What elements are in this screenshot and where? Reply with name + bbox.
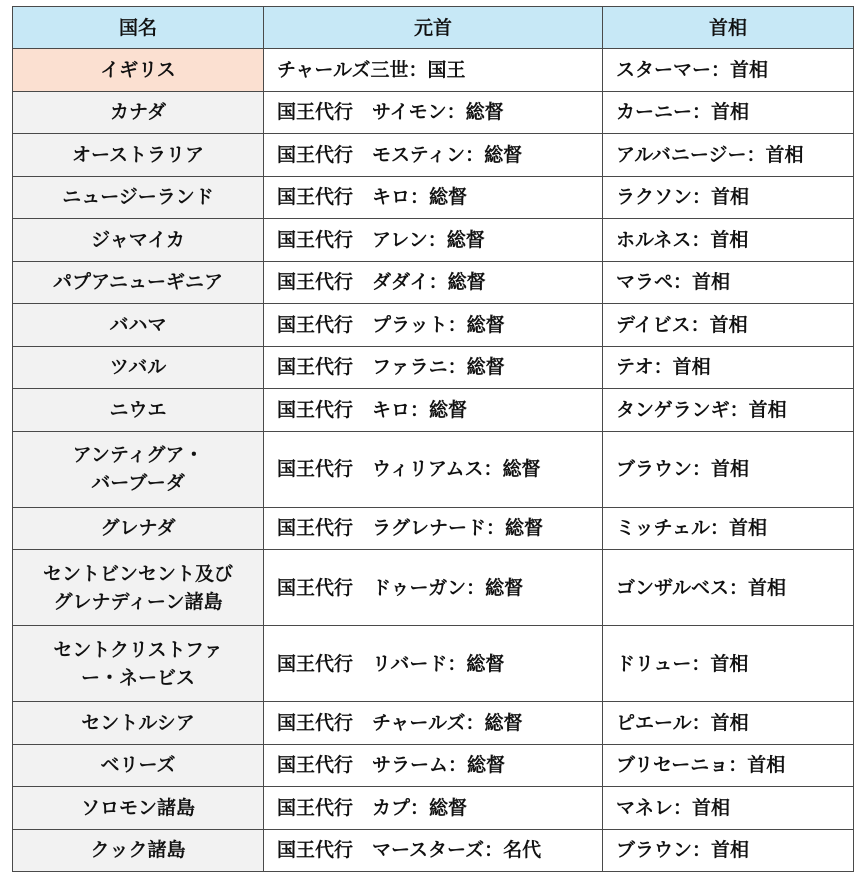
- prime-minister-cell: ゴンザルベス：首相: [603, 550, 854, 626]
- country-cell: [13, 829, 264, 872]
- prime-minister-cell: カーニー：首相: [603, 91, 854, 134]
- table-row: [13, 219, 854, 262]
- table-row: [13, 91, 854, 134]
- country-name: ニュージーランド: [62, 186, 214, 209]
- prime-minister-cell: スターマー：首相: [603, 49, 854, 92]
- country-name: ソロモン諸島: [80, 796, 195, 819]
- head-of-state-cell: 国王代行 カプ：総督: [264, 787, 603, 830]
- prime-minister-cell: マネレ：首相: [603, 787, 854, 830]
- prime-minister-cell: タンゲランギ：首相: [603, 389, 854, 432]
- head-of-state-cell: 国王代行 サイモン：総督: [264, 91, 603, 134]
- country-name: クック諸島: [90, 839, 186, 862]
- country-cell: [13, 744, 264, 787]
- prime-minister-cell: ブリセーニョ：首相: [603, 744, 854, 787]
- table-row: [13, 787, 854, 830]
- table-header: [13, 7, 854, 49]
- head-of-state-cell: 国王代行 ダダイ：総督: [264, 261, 603, 304]
- country-name: パプアニューギニア: [52, 271, 224, 294]
- table-body: [13, 49, 854, 872]
- table-row: [13, 829, 854, 872]
- head-of-state-cell: 国王代行 プラット：総督: [264, 304, 603, 347]
- head-of-state-cell: 国王代行 ドゥーガン：総督: [264, 550, 603, 626]
- country-name: セントビンセント及び: [42, 562, 233, 585]
- prime-minister-cell: ラクソン：首相: [603, 176, 854, 219]
- head-of-state-cell: 国王代行 マースターズ：名代: [264, 829, 603, 872]
- table-row: [13, 507, 854, 550]
- country-name: セントクリストファ: [53, 638, 223, 661]
- head-of-state-cell: 国王代行 チャールズ：総督: [264, 702, 603, 745]
- country-cell: [13, 626, 264, 702]
- country-cell: [13, 304, 264, 347]
- country-name: ベリーズ: [100, 754, 176, 777]
- prime-minister-cell: アルバニージー：首相: [603, 134, 854, 177]
- table-row: [13, 346, 854, 389]
- heads-of-state-table: [12, 6, 854, 872]
- country-name: グレナディーン諸島: [53, 590, 223, 613]
- prime-minister-cell: マラペ：首相: [603, 261, 854, 304]
- head-of-state-cell: 国王代行 サラーム：総督: [264, 744, 603, 787]
- head-of-state-cell: 国王代行 キロ：総督: [264, 176, 603, 219]
- table-row: [13, 431, 854, 507]
- head-of-state-cell: 国王代行 キロ：総督: [264, 389, 603, 432]
- prime-minister-cell: ドリュー：首相: [603, 626, 854, 702]
- table-row: [13, 389, 854, 432]
- head-of-state-cell: 国王代行 リバード：総督: [264, 626, 603, 702]
- country-cell: [13, 507, 264, 550]
- prime-minister-cell: ブラウン：首相: [603, 829, 854, 872]
- table-row: [13, 49, 854, 92]
- country-cell: [13, 219, 264, 262]
- country-cell: [13, 134, 264, 177]
- head-of-state-cell: 国王代行 モスティン：総督: [264, 134, 603, 177]
- head-of-state-cell: 国王代行 アレン：総督: [264, 219, 603, 262]
- head-of-state-cell: 国王代行 ウィリアムス：総督: [264, 431, 603, 507]
- country-cell: [13, 176, 264, 219]
- prime-minister-cell: デイビス：首相: [603, 304, 854, 347]
- country-name: ー・ネービス: [80, 666, 195, 689]
- table-row: [13, 702, 854, 745]
- prime-minister-cell: テオ：首相: [603, 346, 854, 389]
- header-prime-minister: 首相: [603, 7, 854, 49]
- country-name: バハマ: [109, 313, 167, 336]
- table-row: [13, 626, 854, 702]
- country-cell: [13, 389, 264, 432]
- country-cell: [13, 91, 264, 134]
- country-cell-highlighted: [13, 49, 264, 92]
- country-name: オーストラリア: [71, 143, 205, 166]
- table-row: [13, 176, 854, 219]
- header-row: [13, 7, 854, 49]
- head-of-state-cell: 国王代行 ファラニ：総督: [264, 346, 603, 389]
- country-name: アンティグア・: [72, 444, 204, 466]
- prime-minister-cell: ピエール：首相: [603, 702, 854, 745]
- country-cell: [13, 550, 264, 626]
- country-cell: [13, 261, 264, 304]
- country-name: ジャマイカ: [91, 228, 185, 251]
- country-name: イギリス: [100, 58, 176, 81]
- head-of-state-cell: チャールズ三世：国王: [264, 49, 603, 92]
- header-country: 国名: [13, 7, 264, 49]
- prime-minister-cell: ホルネス：首相: [603, 219, 854, 262]
- country-name: グレナダ: [100, 517, 176, 540]
- prime-minister-cell: ブラウン：首相: [603, 431, 854, 507]
- country-name: バーブーダ: [91, 472, 185, 494]
- table-row: [13, 261, 854, 304]
- header-head-of-state: 元首: [264, 7, 603, 49]
- country-name: セントルシア: [81, 711, 195, 734]
- table-row: [13, 550, 854, 626]
- prime-minister-cell: ミッチェル：首相: [603, 507, 854, 550]
- table-row: [13, 134, 854, 177]
- country-cell: [13, 787, 264, 830]
- country-name: ニウエ: [109, 398, 167, 421]
- country-cell: [13, 431, 264, 507]
- country-name: カナダ: [109, 101, 167, 124]
- head-of-state-cell: 国王代行 ラグレナード：総督: [264, 507, 603, 550]
- country-cell: [13, 346, 264, 389]
- table-row: [13, 304, 854, 347]
- country-name: ツバル: [109, 356, 167, 379]
- table-row: [13, 744, 854, 787]
- country-cell: [13, 702, 264, 745]
